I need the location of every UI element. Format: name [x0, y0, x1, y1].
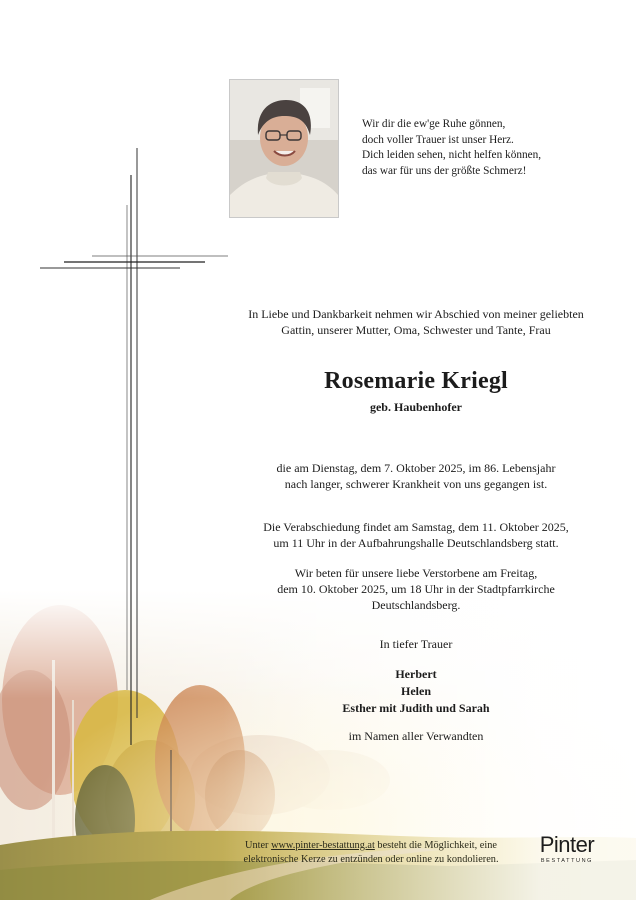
memorial-poem	[362, 117, 602, 179]
farewell-info	[196, 519, 636, 551]
poem-line: das war für uns der größte Schmerz!	[362, 164, 527, 177]
family-member: Esther mit Judith und Sarah	[342, 701, 490, 715]
death-line: nach langer, schwerer Krankheit von uns gegangen ist.	[284, 477, 548, 491]
footer-prefix: Unter	[245, 840, 272, 851]
footer-suffix: besteht die Möglichkeit, eine	[374, 840, 497, 851]
logo-subtitle: BESTATTUNG	[540, 858, 594, 864]
poem-line: Wir dir die ew'ge Ruhe gönnen,	[362, 118, 506, 130]
farewell-line: um 11 Uhr in der Aufbahrungshalle Deutschlandsberg statt.	[273, 536, 559, 550]
website-link[interactable]: www.pinter-bestattung.at	[271, 840, 375, 851]
birth-name: geb. Haubenhofer	[369, 400, 462, 414]
portrait-photo	[230, 80, 338, 217]
prayer-line: Wir beten für unsere liebe Verstorbene am Freitag,	[294, 566, 538, 580]
prayer-line: dem 10. Oktober 2025, um 18 Uhr in der Stadtpfarrkirche	[277, 582, 555, 596]
farewell-line: Die Verabschiedung findet am Samstag, dem 11. Oktober 2025,	[263, 520, 569, 534]
death-line: die am Dienstag, dem 7. Oktober 2025, im 86. Lebensjahr	[276, 461, 556, 475]
prayer-line: Deutschlandsberg.	[371, 598, 461, 612]
mourning-line: In tiefer Trauer	[379, 637, 453, 651]
pinter-logo	[528, 833, 606, 864]
intro-line: Gattin, unserer Mutter, Oma, Schwester und Tante, Frau	[281, 323, 551, 337]
intro-line: In Liebe und Dankbarkeit nehmen wir Abschied von meiner geliebten	[248, 307, 584, 321]
prayer-info	[196, 565, 636, 613]
intro-text	[196, 306, 636, 338]
footer-note	[226, 839, 516, 867]
death-notice	[196, 460, 636, 492]
deceased-name: Rosemarie Kriegl	[324, 368, 508, 394]
family-member: Herbert	[395, 667, 437, 681]
poem-line: Dich leiden sehen, nicht helfen können,	[362, 149, 542, 161]
relatives-line: im Namen aller Verwandten	[348, 729, 484, 743]
family-list	[196, 666, 636, 717]
logo-name: Pinter	[539, 832, 595, 857]
footer-line2: elektronische Kerze zu entzünden oder online zu kondolieren.	[243, 854, 499, 865]
family-member: Helen	[401, 684, 431, 698]
poem-line: doch voller Trauer ist unser Herz.	[362, 133, 514, 146]
